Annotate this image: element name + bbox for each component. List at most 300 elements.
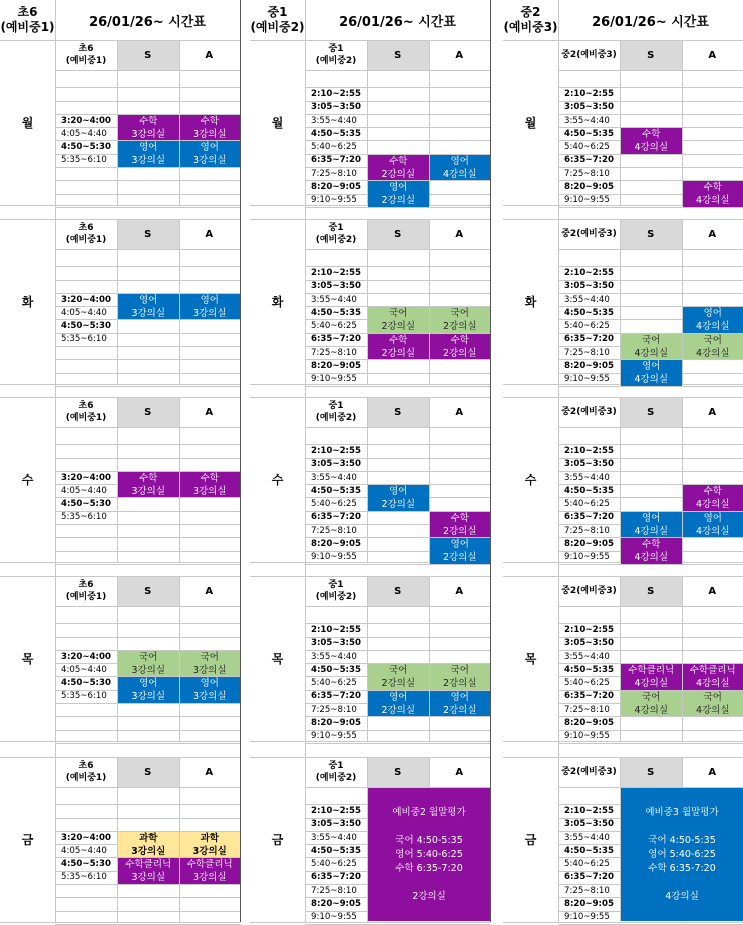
day-label: 월 [0, 40, 55, 205]
class-slot: 국어 4강의실 [621, 334, 682, 360]
time-slot: 3:55~4:40 [305, 650, 367, 663]
class-slot: 수학 4강의실 [683, 181, 743, 207]
col-a-header: A [682, 40, 743, 70]
row-header: 초6 (예비중1) [55, 576, 117, 606]
time-slot: 8:20~9:05 [558, 897, 620, 910]
col-a-header: A [429, 397, 491, 427]
grid-line [55, 386, 240, 387]
time-slot [55, 884, 117, 897]
class-slot: 영어 2강의실 [368, 691, 429, 717]
grid-line [250, 757, 490, 758]
time-slot: 4:50~5:30 [55, 319, 117, 332]
class-slot: 영어 4강의실 [430, 155, 491, 181]
time-slot: 5:35~6:10 [55, 690, 117, 703]
grid-line [250, 741, 490, 742]
grid-line [55, 743, 240, 744]
time-slot [55, 194, 117, 207]
time-slot: 9:10~9:55 [558, 194, 620, 207]
class-slot: 국어 4강의실 [621, 691, 682, 717]
time-slot: 3:05~3:50 [558, 101, 620, 114]
time-slot: 3:55~4:40 [558, 471, 620, 484]
row-header: 중2(예비중3) [558, 40, 620, 70]
day-label: 목 [503, 576, 558, 741]
time-slot [55, 818, 117, 831]
class-slot: 수학 4강의실 [621, 128, 682, 154]
time-slot: 8:20~9:05 [558, 716, 620, 729]
time-slot: 5:40~6:25 [305, 319, 367, 332]
time-slot [55, 804, 117, 817]
time-slot: 4:50~5:35 [558, 484, 620, 497]
col-a-header: A [682, 219, 743, 249]
grid-line [558, 70, 743, 71]
event-line: 수학 6:35-7:20 [648, 862, 715, 876]
time-slot: 6:35~7:20 [558, 511, 620, 524]
time-slot: 5:40~6:25 [558, 497, 620, 510]
grid-line [503, 922, 743, 923]
col-a-header: A [429, 40, 491, 70]
day-label: 화 [0, 219, 55, 384]
col-s-header: S [620, 576, 682, 606]
grid-line [503, 397, 743, 398]
time-slot: 6:35~7:20 [305, 690, 367, 703]
time-slot: 8:20~9:05 [305, 359, 367, 372]
col-a-header: A [179, 219, 241, 249]
row-header: 초6 (예비중1) [55, 397, 117, 427]
time-slot: 6:35~7:20 [305, 511, 367, 524]
col-s-header: S [367, 757, 429, 787]
time-slot [55, 716, 117, 729]
time-slot: 5:40~6:25 [558, 140, 620, 153]
time-slot: 3:55~4:40 [305, 293, 367, 306]
time-slot [55, 266, 117, 279]
col-a-header: A [429, 219, 491, 249]
col-s-header: S [620, 397, 682, 427]
col-s-header: S [620, 219, 682, 249]
col-s-header: S [367, 576, 429, 606]
grid-line [490, 0, 491, 922]
time-slot: 4:50~5:35 [305, 306, 367, 319]
time-slot: 7:25~8:10 [558, 346, 620, 359]
time-slot: 4:50~5:35 [305, 484, 367, 497]
time-slot: 8:20~9:05 [305, 897, 367, 910]
time-slot [55, 703, 117, 716]
grid-line [250, 219, 490, 220]
col-s-header: S [620, 757, 682, 787]
grade-label: 중1 (예비중2) [250, 0, 305, 40]
class-slot: 영어 3강의실 [180, 294, 241, 320]
grid-line [0, 757, 240, 758]
time-slot: 2:10~2:55 [558, 266, 620, 279]
grid-line [55, 249, 240, 250]
time-slot: 5:40~6:25 [305, 857, 367, 870]
time-slot: 7:25~8:10 [305, 524, 367, 537]
grid-line [0, 384, 240, 385]
row-header: 중2(예비중3) [558, 397, 620, 427]
time-slot [55, 359, 117, 372]
col-s-header: S [117, 40, 179, 70]
time-slot: 3:20~4:00 [55, 114, 117, 127]
day-label: 월 [503, 40, 558, 205]
class-slot: 국어 2강의실 [368, 664, 429, 690]
class-slot: 국어 4강의실 [683, 691, 743, 717]
grid-line [0, 397, 240, 398]
time-slot [55, 280, 117, 293]
time-slot: 7:25~8:10 [305, 884, 367, 897]
col-a-header: A [179, 40, 241, 70]
date-title: 26/01/26~ 시간표 [558, 0, 743, 40]
time-slot: 4:50~5:30 [55, 857, 117, 870]
day-label: 화 [503, 219, 558, 384]
time-slot: 2:10~2:55 [305, 266, 367, 279]
class-slot: 과학 3강의실 [180, 832, 241, 858]
class-slot: 영어 3강의실 [118, 294, 179, 320]
time-slot: 3:55~4:40 [558, 650, 620, 663]
time-slot: 2:10~2:55 [305, 444, 367, 457]
grid-line [0, 741, 240, 742]
time-slot: 6:35~7:20 [558, 333, 620, 346]
time-slot: 8:20~9:05 [558, 537, 620, 550]
time-slot: 4:50~5:30 [55, 676, 117, 689]
time-slot: 2:10~2:55 [305, 87, 367, 100]
grid-line [0, 205, 240, 206]
event-line: 4강의실 [665, 890, 699, 904]
day-label: 금 [503, 757, 558, 922]
grid-line [558, 427, 743, 428]
class-slot: 수학 4강의실 [621, 538, 682, 564]
class-slot: 수학 2강의실 [368, 155, 429, 181]
time-slot: 9:10~9:55 [558, 551, 620, 564]
col-s-header: S [367, 397, 429, 427]
grid-line [250, 40, 490, 41]
class-slot: 영어 3강의실 [118, 677, 179, 703]
time-slot: 5:40~6:25 [305, 676, 367, 689]
grid-line [503, 757, 743, 758]
day-label: 금 [0, 757, 55, 922]
time-slot: 4:05~4:40 [55, 844, 117, 857]
time-slot: 7:25~8:10 [305, 167, 367, 180]
grid-line [558, 606, 743, 607]
class-slot: 국어 3강의실 [118, 651, 179, 677]
class-slot: 수학 3강의실 [180, 115, 241, 141]
class-slot: 수학 4강의실 [683, 485, 743, 511]
date-title: 26/01/26~ 시간표 [55, 0, 240, 40]
day-label: 화 [250, 219, 305, 384]
time-slot: 7:25~8:10 [558, 524, 620, 537]
grid-line [250, 922, 490, 923]
event-line: 국어 4:50-5:35 [648, 834, 715, 848]
grid-line [305, 249, 490, 250]
col-s-header: S [367, 40, 429, 70]
time-slot: 9:10~9:55 [305, 911, 367, 924]
col-a-header: A [682, 397, 743, 427]
time-slot: 3:05~3:50 [558, 818, 620, 831]
grid-line [682, 40, 683, 205]
time-slot [55, 897, 117, 910]
col-a-header: A [429, 757, 491, 787]
time-slot: 9:10~9:55 [558, 730, 620, 743]
row-header: 중1 (예비중2) [305, 219, 367, 249]
class-slot: 수학클리닉 4강의실 [621, 664, 682, 690]
col-a-header: A [429, 576, 491, 606]
class-slot: 국어 2강의실 [430, 307, 491, 333]
col-a-header: A [682, 576, 743, 606]
class-slot: 국어 2강의실 [430, 664, 491, 690]
time-slot: 4:05~4:40 [55, 306, 117, 319]
time-slot: 5:35~6:10 [55, 333, 117, 346]
time-slot: 5:40~6:25 [305, 140, 367, 153]
row-header: 중1 (예비중2) [305, 40, 367, 70]
class-slot: 영어 4강의실 [621, 360, 682, 386]
time-slot: 8:20~9:05 [558, 359, 620, 372]
grid-line [305, 743, 490, 744]
event-line: 수학 6:35-7:20 [395, 862, 462, 876]
class-slot: 영어 4강의실 [683, 512, 743, 538]
grid-line [0, 562, 240, 563]
grade-label: 중2 (예비중3) [503, 0, 558, 40]
time-slot: 6:35~7:20 [305, 154, 367, 167]
event-line: 2강의실 [412, 890, 446, 904]
col-a-header: A [179, 757, 241, 787]
time-slot: 2:10~2:55 [558, 623, 620, 636]
grade-label: 초6 (예비중1) [0, 0, 55, 40]
day-label: 수 [0, 397, 55, 562]
class-slot: 영어 3강의실 [118, 141, 179, 167]
time-slot [55, 346, 117, 359]
row-header: 중1 (예비중2) [305, 397, 367, 427]
time-slot: 7:25~8:10 [558, 884, 620, 897]
class-slot: 영어 2강의실 [430, 538, 491, 564]
time-slot: 8:20~9:05 [305, 537, 367, 550]
time-slot: 3:05~3:50 [558, 280, 620, 293]
grid-line [305, 427, 490, 428]
time-slot [55, 637, 117, 650]
row-header: 중1 (예비중2) [305, 576, 367, 606]
time-slot [55, 444, 117, 457]
row-header: 초6 (예비중1) [55, 40, 117, 70]
grid-line [0, 576, 240, 577]
time-slot: 5:35~6:10 [55, 511, 117, 524]
time-slot: 4:50~5:35 [558, 663, 620, 676]
time-slot: 2:10~2:55 [558, 804, 620, 817]
time-slot: 4:50~5:35 [305, 844, 367, 857]
time-slot: 4:05~4:40 [55, 127, 117, 140]
time-slot: 3:55~4:40 [558, 293, 620, 306]
grid-line [55, 427, 240, 428]
grid-line [305, 70, 490, 71]
grid-line [558, 743, 743, 744]
time-slot: 3:05~3:50 [305, 458, 367, 471]
event-line: 영어 5:40-6:25 [395, 848, 462, 862]
time-slot: 3:55~4:40 [558, 831, 620, 844]
time-slot [55, 373, 117, 386]
time-slot [55, 524, 117, 537]
grid-line [305, 606, 490, 607]
time-slot: 3:55~4:40 [558, 114, 620, 127]
class-slot: 수학 3강의실 [180, 472, 241, 498]
time-slot: 4:50~5:30 [55, 497, 117, 510]
time-slot: 2:10~2:55 [305, 804, 367, 817]
exam-event [368, 788, 490, 921]
grid-line [0, 40, 240, 41]
col-a-header: A [682, 757, 743, 787]
time-slot: 3:05~3:50 [305, 818, 367, 831]
time-slot: 3:20~4:00 [55, 650, 117, 663]
class-slot: 수학클리닉 3강의실 [118, 858, 179, 884]
row-header: 초6 (예비중1) [55, 219, 117, 249]
time-slot: 3:05~3:50 [558, 637, 620, 650]
class-slot: 영어 4강의실 [621, 512, 682, 538]
day-label: 목 [0, 576, 55, 741]
grid-line [503, 576, 743, 577]
row-header: 중2(예비중3) [558, 576, 620, 606]
class-slot: 수학클리닉 4강의실 [683, 664, 743, 690]
time-slot: 8:20~9:05 [305, 716, 367, 729]
time-slot: 4:50~5:35 [558, 127, 620, 140]
time-slot: 9:10~9:55 [305, 373, 367, 386]
grid-line [55, 787, 240, 788]
time-slot [55, 87, 117, 100]
col-s-header: S [117, 219, 179, 249]
grid-line [250, 576, 490, 577]
time-slot: 9:10~9:55 [558, 373, 620, 386]
class-slot: 국어 4강의실 [683, 334, 743, 360]
event-line: 예비중3 월말평가 [645, 806, 718, 820]
class-slot: 수학 2강의실 [430, 512, 491, 538]
class-slot: 수학클리닉 3강의실 [180, 858, 241, 884]
time-slot: 3:05~3:50 [305, 280, 367, 293]
class-slot: 과학 3강의실 [118, 832, 179, 858]
class-slot: 수학 3강의실 [118, 115, 179, 141]
time-slot: 3:55~4:40 [305, 471, 367, 484]
exam-event [621, 788, 743, 921]
col-s-header: S [620, 40, 682, 70]
time-slot: 8:20~9:05 [305, 180, 367, 193]
time-slot: 4:50~5:35 [305, 127, 367, 140]
time-slot: 4:50~5:30 [55, 140, 117, 153]
time-slot: 5:35~6:10 [55, 871, 117, 884]
time-slot: 2:10~2:55 [558, 444, 620, 457]
time-slot: 5:40~6:25 [305, 497, 367, 510]
class-slot: 국어 2강의실 [368, 307, 429, 333]
row-header: 중2(예비중3) [558, 757, 620, 787]
time-slot: 3:05~3:50 [305, 637, 367, 650]
time-slot: 7:25~8:10 [558, 167, 620, 180]
row-header: 중2(예비중3) [558, 219, 620, 249]
time-slot: 6:35~7:20 [305, 333, 367, 346]
grid-line [250, 397, 490, 398]
col-s-header: S [117, 397, 179, 427]
time-slot: 3:55~4:40 [305, 831, 367, 844]
class-slot: 국어 3강의실 [180, 651, 241, 677]
grid-line [0, 219, 240, 220]
time-slot: 3:05~3:50 [558, 458, 620, 471]
time-slot [55, 551, 117, 564]
day-label: 목 [250, 576, 305, 741]
time-slot: 2:10~2:55 [305, 623, 367, 636]
day-label: 월 [250, 40, 305, 205]
class-slot: 영어 2강의실 [368, 485, 429, 511]
time-slot: 6:35~7:20 [558, 154, 620, 167]
event-line: 국어 4:50-5:35 [395, 834, 462, 848]
grid-line [558, 249, 743, 250]
grid-line [367, 397, 368, 562]
time-slot [55, 458, 117, 471]
col-a-header: A [179, 397, 241, 427]
time-slot: 5:40~6:25 [558, 319, 620, 332]
time-slot: 5:40~6:25 [558, 857, 620, 870]
time-slot [55, 180, 117, 193]
class-slot: 영어 4강의실 [683, 307, 743, 333]
time-slot: 3:55~4:40 [305, 114, 367, 127]
col-s-header: S [117, 576, 179, 606]
time-slot: 3:20~4:00 [55, 471, 117, 484]
grid-line [0, 922, 240, 923]
day-label: 수 [250, 397, 305, 562]
class-slot: 수학 2강의실 [430, 334, 491, 360]
time-slot: 9:10~9:55 [305, 194, 367, 207]
time-slot: 4:05~4:40 [55, 663, 117, 676]
time-slot: 5:35~6:10 [55, 154, 117, 167]
row-header: 중1 (예비중2) [305, 757, 367, 787]
day-label: 금 [250, 757, 305, 922]
time-slot: 5:40~6:25 [558, 676, 620, 689]
grid-line [55, 564, 240, 565]
class-slot: 영어 3강의실 [180, 677, 241, 703]
time-slot: 7:25~8:10 [305, 703, 367, 716]
time-slot: 2:10~2:55 [558, 87, 620, 100]
grid-line [620, 40, 621, 205]
time-slot: 7:25~8:10 [558, 703, 620, 716]
class-slot: 영어 2강의실 [368, 181, 429, 207]
time-slot: 9:10~9:55 [558, 911, 620, 924]
time-slot [55, 101, 117, 114]
time-slot: 7:25~8:10 [305, 346, 367, 359]
class-slot: 수학 3강의실 [118, 472, 179, 498]
time-slot [55, 167, 117, 180]
grid-line [240, 0, 241, 922]
day-label: 수 [503, 397, 558, 562]
time-slot: 9:10~9:55 [305, 551, 367, 564]
time-slot: 3:20~4:00 [55, 831, 117, 844]
grid-line [55, 70, 240, 71]
grid-line [503, 219, 743, 220]
time-slot [55, 537, 117, 550]
date-title: 26/01/26~ 시간표 [305, 0, 490, 40]
time-slot: 3:05~3:50 [305, 101, 367, 114]
time-slot: 8:20~9:05 [558, 180, 620, 193]
col-a-header: A [179, 576, 241, 606]
class-slot: 영어 2강의실 [430, 691, 491, 717]
grid-line [55, 606, 240, 607]
grid-line [250, 384, 490, 385]
col-s-header: S [367, 219, 429, 249]
time-slot: 6:35~7:20 [305, 871, 367, 884]
time-slot: 3:20~4:00 [55, 293, 117, 306]
row-header: 초6 (예비중1) [55, 757, 117, 787]
grid-line [55, 207, 240, 208]
col-s-header: S [117, 757, 179, 787]
event-line: 예비중2 월말평가 [392, 806, 465, 820]
time-slot: 4:50~5:35 [558, 306, 620, 319]
grid-line [305, 386, 490, 387]
time-slot: 9:10~9:55 [305, 730, 367, 743]
time-slot: 6:35~7:20 [558, 871, 620, 884]
grid-line [503, 40, 743, 41]
time-slot: 4:50~5:35 [558, 844, 620, 857]
time-slot [55, 730, 117, 743]
time-slot: 6:35~7:20 [558, 690, 620, 703]
time-slot [55, 623, 117, 636]
